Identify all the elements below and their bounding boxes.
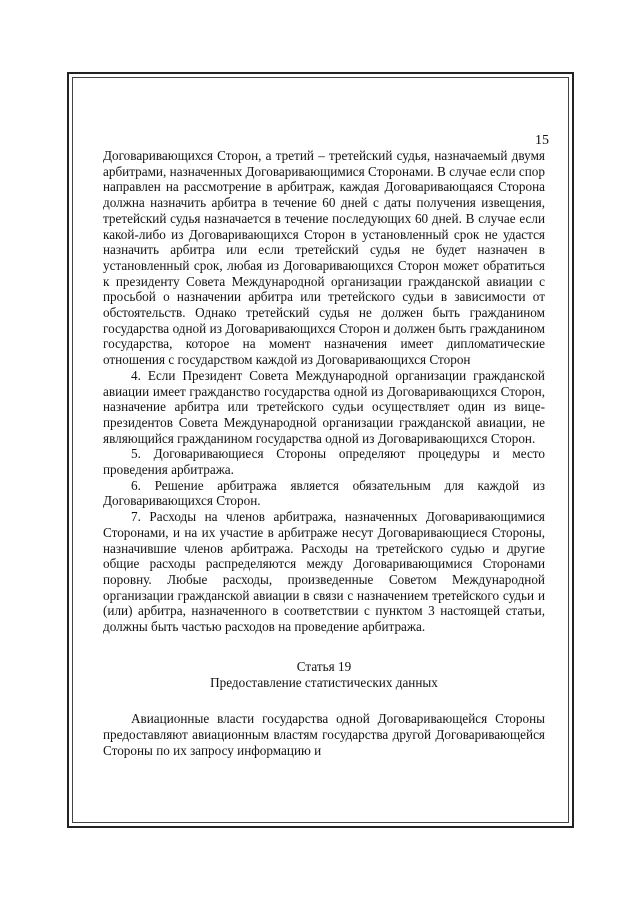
article-title: Предоставление статистических данных [210, 674, 438, 690]
page-number: 15 [535, 133, 549, 148]
paragraph-item-5: 5. Договаривающиеся Стороны определяют процедуры и место проведения арбитража. [103, 446, 545, 478]
paragraph-item-4: 4. Если Президент Совета Международной организации гражданской авиации имеет гражданство государства одной из Договаривающихся Сторон, назначение арбитра или третейского судьи осуществляет один из вице-президентов Совета Международной организации гражданской авиации, не являющийся гражданином государства одной из Договаривающихся Сторон. [103, 367, 545, 446]
article-paragraph: Авиационные власти государства одной Договаривающейся Стороны предоставляют авиационным властям государства другой Договаривающейся Стороны по их запросу информацию и [103, 711, 545, 758]
paragraph-continuation: Договаривающихся Сторон, а третий – третейский судья, назначаемый двумя арбитрами, назначенных Договаривающимися Сторонами. В случае если спор направлен на рассмотрение в арбитраж, каждая Договаривающаяся Сторона должна назначить арбитра в течение 60 дней с даты получения извещения, третейский судья назначается в течение последующих 60 дней. В случае если какой-либо из Договаривающихся Сторон в установленный срок не удастся назначить арбитра или если третейский судья не будет назначен в установленный срок, любая из Договаривающихся Сторон может обратиться к президенту Совета Международной организации гражданской авиации с просьбой о назначении арбитра или третейского судьи в зависимости от обстоятельств. Однако третейский судья не должен быть гражданином государства одной из Договаривающихся Сторон и должен быть гражданином государства, которое на момент назначения имеет дипломатические отношения с государством каждой из Договаривающихся Сторон [103, 148, 545, 368]
paragraph-item-6: 6. Решение арбитража является обязательным для каждой из Договаривающихся Сторон. [103, 477, 545, 509]
article-number: Статья 19 [296, 658, 352, 674]
paragraph-item-7: 7. Расходы на членов арбитража, назначенных Договаривающимися Сторонами, и на их участие в арбитраже несут Договаривающиеся Стороны, назначившие членов арбитража. Расходы на третейского судью и другие общие расходы распределяются между Договаривающимися Сторонами поровну. Любые расходы, произведенные Советом Международной организации гражданской авиации в связи с назначением третейского судьи и (или) арбитра, назначенного в соответствии с пунктом 3 настоящей статьи, должны быть частью расходов на проведение арбитража. [103, 509, 545, 635]
document-body [103, 148, 545, 758]
